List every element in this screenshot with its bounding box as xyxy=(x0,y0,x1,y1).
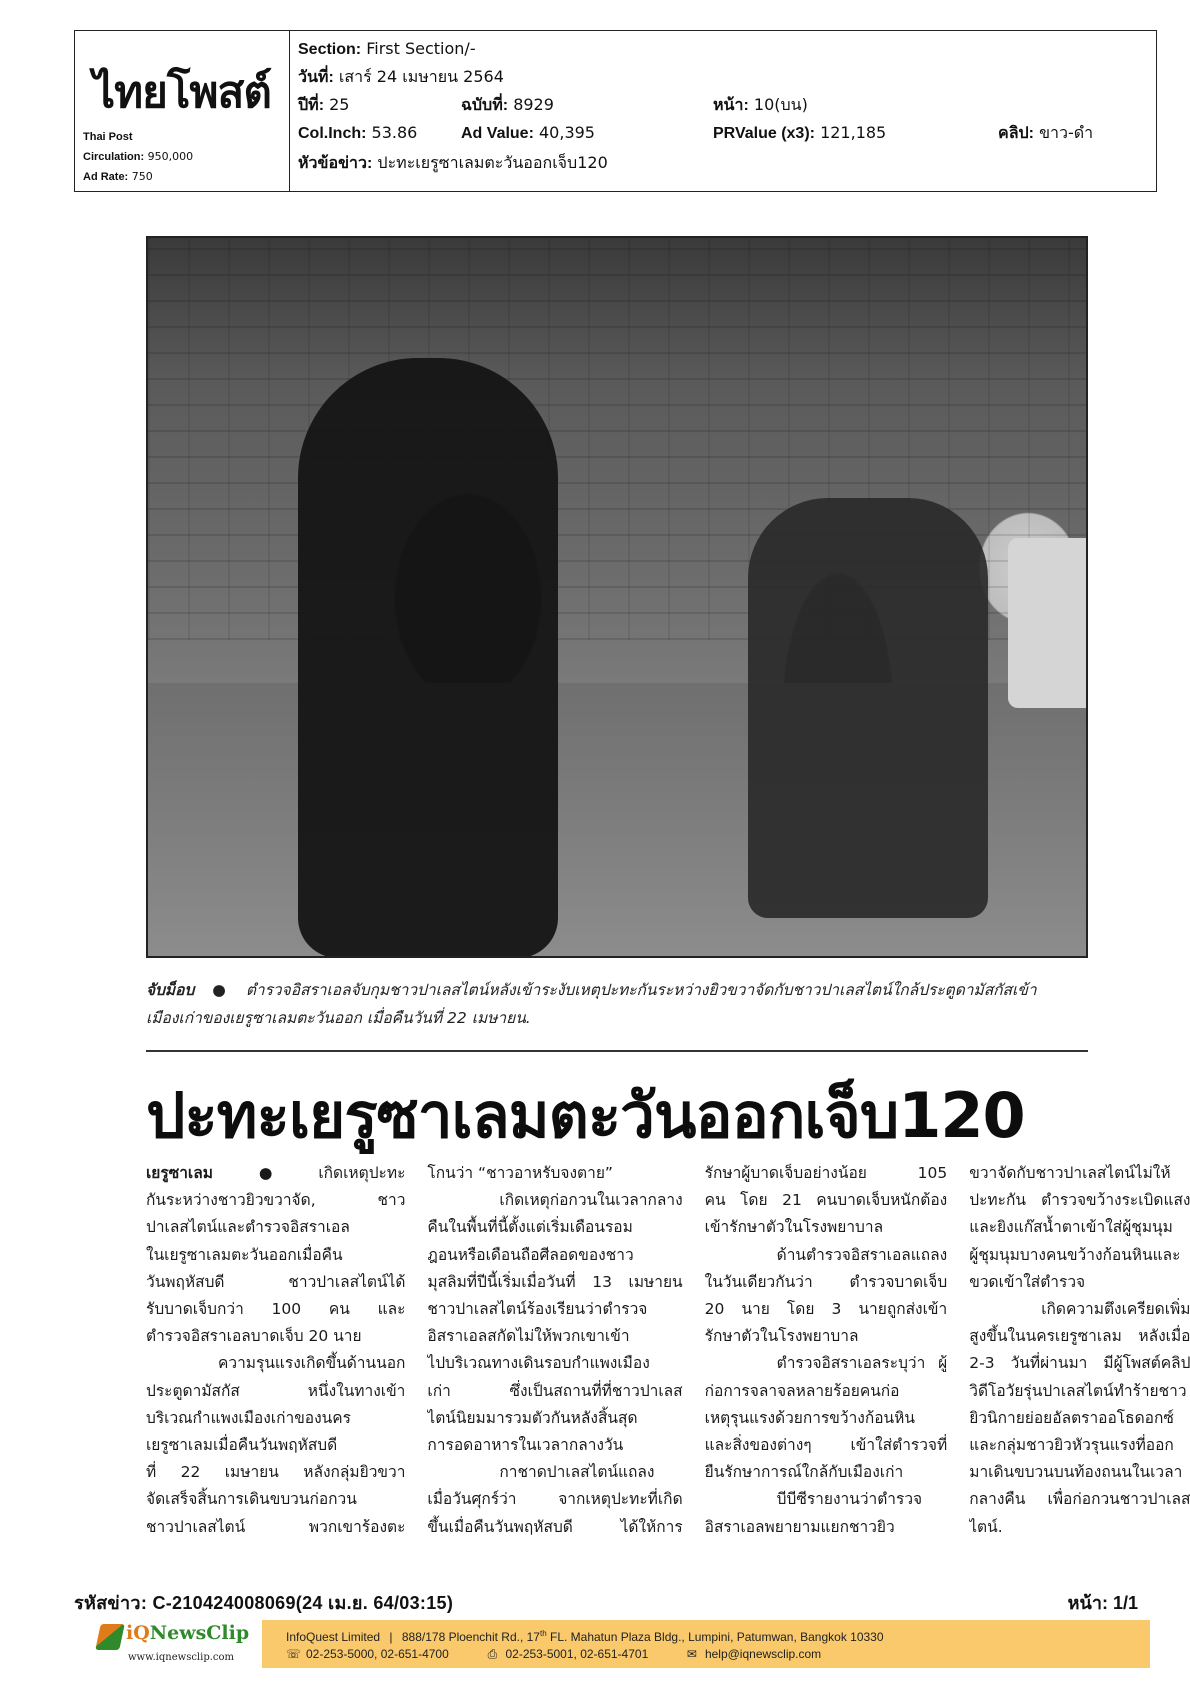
news-timestamp: (24 เม.ย. 64/03:15) xyxy=(295,1593,454,1613)
brand-url[interactable]: www.iqnewsclip.com xyxy=(128,1652,235,1663)
address-part: FL. Mahatun Plaza Bldg., Lumpini, Patumwan, Bangkok 10330 xyxy=(546,1630,884,1644)
year-value: 25 xyxy=(329,95,350,114)
body-line: เกิดเหตุก่อกวนในเวลากลาง xyxy=(499,1191,683,1210)
news-photo xyxy=(146,236,1088,958)
page-number xyxy=(1068,1588,1138,1617)
body-line: ความรุนแรงเกิดขึ้นด้านนอก xyxy=(218,1354,406,1373)
body-line: ด้านตำรวจอิสราเอลแถลง xyxy=(776,1245,948,1264)
column-3 xyxy=(705,1160,948,1541)
col-inch-value: 53.86 xyxy=(371,123,418,142)
body-line: เก่า ซึ่งเป็นสถานที่ที่ชาวปาเลส xyxy=(427,1381,683,1400)
body-line: ไปบริเวณทางเดินรอบกำแพงเมือง xyxy=(427,1354,650,1373)
body-line: เกิดความตึงเครียดเพิ่ม xyxy=(1041,1300,1190,1319)
police-detaining-man xyxy=(748,498,988,918)
body-line: ชาวปาเลสไตน์ พวกเขาร้องตะ xyxy=(146,1517,406,1536)
headline-row xyxy=(298,149,608,177)
column-4 xyxy=(969,1160,1190,1541)
section-value: First Section/- xyxy=(366,39,476,58)
fax-printer-icon: ⎙ xyxy=(487,1647,498,1661)
body-line: ผู้ชุมนุมบางคนขว้างก้อนหินและ xyxy=(969,1245,1181,1264)
mounted-police xyxy=(298,358,558,958)
body-line: อิสราเอลพยายามแยกชาวยิว xyxy=(704,1517,895,1536)
body-line: คน โดย 21 คนบาดเจ็บหนักต้อง xyxy=(704,1191,948,1210)
column-2 xyxy=(427,1160,682,1541)
body-line: ขวาจัดกับชาวปาเลสไตน์ไม่ให้ xyxy=(969,1164,1171,1182)
body-line: รักษาตัวในโรงพยาบาล xyxy=(704,1327,859,1346)
address-line xyxy=(286,1624,1126,1644)
circulation-value: 950,000 xyxy=(147,150,194,163)
ad-rate-label: Ad Rate: xyxy=(83,171,129,183)
article-headline: ปะทะเยรูซาเลมตะวันออกเจ็บ120 xyxy=(146,1079,1025,1152)
news-id-label: รหัสข่าว: xyxy=(74,1593,148,1613)
body-line: เข้ารักษาตัวในโรงพยาบาล xyxy=(704,1218,884,1237)
date-row xyxy=(298,63,504,91)
body-line: ปาเลสไตน์และตำรวจอิสราเอล xyxy=(146,1218,350,1237)
body-line: ในวันเดียวกันว่า ตำรวจบาดเจ็บ xyxy=(704,1272,948,1291)
body-line: ขวดเข้าใส่ตำรวจ xyxy=(969,1272,1086,1291)
company-name: InfoQuest Limited xyxy=(286,1630,381,1644)
body-line: การอดอาหารในเวลากลางวัน xyxy=(427,1436,624,1455)
brand-prefix: iQ xyxy=(126,1622,150,1644)
iqnewsclip-logo[interactable] xyxy=(92,1622,252,1672)
value-row xyxy=(298,119,1158,147)
pr-value-label: PRValue (x3): xyxy=(713,125,815,142)
body-line: ไตน์นิยมมารวมตัวกันหลังสิ้นสุด xyxy=(427,1408,638,1427)
issue-row xyxy=(298,91,1098,119)
body-line: ที่ 22 เมษายน หลังกลุ่มยิวขวา xyxy=(146,1463,406,1482)
phone-icon: ☏ xyxy=(286,1647,302,1661)
email-envelope-icon: ✉ xyxy=(686,1647,697,1661)
publication-meta xyxy=(83,127,193,187)
body-line: เกิดเหตุปะทะ xyxy=(318,1164,406,1182)
bullet-icon: ● xyxy=(224,1164,307,1182)
body-line: ปะทะกัน ตำรวจขว้างระเบิดแสง xyxy=(969,1191,1190,1210)
ad-value-value: 40,395 xyxy=(539,123,595,142)
photo-caption xyxy=(146,976,1088,1032)
circulation-label: Circulation: xyxy=(83,151,145,163)
body-line: และกลุ่มชาวยิวหัวรุนแรงที่ออก xyxy=(969,1436,1174,1455)
body-line: ตำรวจอิสราเอลระบุว่า ผู้ xyxy=(776,1354,948,1373)
publication-info xyxy=(75,31,290,191)
body-line: สูงขึ้นในนครเยรูซาเลม หลังเมื่อ xyxy=(969,1327,1190,1346)
body-line: บริเวณกำแพงเมืองเก่าของนคร xyxy=(146,1408,351,1427)
parked-van xyxy=(1008,538,1088,708)
body-line: กลางคืน เพื่อก่อกวนชาวปาเลส xyxy=(969,1490,1190,1509)
body-line: เหตุรุนแรงด้วยการขว้างก้อนหิน xyxy=(704,1408,915,1427)
dateline: เยรูซาเลม xyxy=(146,1164,213,1182)
body-line: ไตน์. xyxy=(969,1517,1003,1536)
phone-numbers[interactable]: 02-253-5000, 02-651-4700 xyxy=(306,1647,449,1661)
body-line: วิดีโอวัยรุ่นปาเลสไตน์ทำร้ายชาว xyxy=(969,1381,1187,1400)
body-line: ชาวปาเลสไตน์ร้องเรียนว่าตำรวจ xyxy=(427,1300,648,1319)
date-value: เสาร์ 24 เมษายน 2564 xyxy=(338,67,504,86)
body-line: อิสราเอลสกัดไม่ให้พวกเขาเข้า xyxy=(427,1327,630,1346)
email-link[interactable]: help@iqnewsclip.com xyxy=(704,1647,822,1661)
address-part: 888/178 Ploenchit Rd., 17 xyxy=(401,1630,540,1644)
body-line: ยืนรักษาการณ์ใกล้กับเมืองเก่า xyxy=(704,1463,904,1482)
body-line: ยิวนิกายย่อยอัลตราออโธดอกซ์ xyxy=(969,1408,1174,1427)
headline-value: ปะทะเยรูซาเลมตะวันออกเจ็บ120 xyxy=(377,153,608,172)
separator: | xyxy=(389,1630,393,1644)
date-label: วันที่: xyxy=(298,69,334,86)
page-number-value: 1/1 xyxy=(1112,1593,1138,1613)
body-line: ฎอนหรือเดือนถือศีลอดของชาว xyxy=(427,1245,634,1264)
body-line: 20 นาย โดย 3 นายถูกส่งเข้า xyxy=(704,1300,948,1319)
news-id-value: C-210424008069 xyxy=(152,1593,296,1613)
body-line: มาเดินขบวนบนท้องถนนในเวลา xyxy=(969,1463,1183,1482)
page-label: หน้า: xyxy=(713,97,749,114)
body-line: กันระหว่างชาวยิวขวาจัด, ชาว xyxy=(146,1191,406,1210)
bullet-icon: ● xyxy=(212,981,226,999)
caption-lead: จับม็อบ xyxy=(146,981,195,999)
body-line: ประตูดามัสกัส หนึ่งในทางเข้า xyxy=(146,1381,406,1400)
headline-label: หัวข้อข่าว: xyxy=(298,155,373,172)
article-body xyxy=(146,1160,1190,1540)
section-row xyxy=(298,35,476,63)
section-label: Section: xyxy=(298,41,362,58)
issue-value: 8929 xyxy=(513,95,554,114)
clip-label: คลิป: xyxy=(998,125,1034,142)
newspaper-logo: ไทยโพสต์ xyxy=(93,67,271,118)
body-line: มุสลิมที่ปีนี้เริ่มเมื่อวันที่ 13 เมษายน xyxy=(427,1272,683,1291)
logo-leaf-icon xyxy=(95,1624,125,1650)
col-inch-label: Col.Inch: xyxy=(298,125,367,142)
body-line: และสิ่งของต่างๆ เข้าใส่ตำรวจที่ xyxy=(704,1436,948,1455)
body-line: รักษาผู้บาดเจ็บอย่างน้อย 105 xyxy=(704,1164,948,1182)
divider xyxy=(146,1050,1088,1052)
clip-value: ขาว-ดำ xyxy=(1039,123,1094,142)
publication-name: Thai Post xyxy=(83,131,133,143)
contact-line xyxy=(286,1644,1126,1664)
caption-text-1: ตำรวจอิสราเอลจับกุมชาวปาเลสไตน์หลังเข้าระงับเหตุปะทะกันระหว่างยิวขวาจัดกับชาวปาเลสไตน์ใกล้ประตูดามัสกัสเข้า xyxy=(245,981,1037,999)
body-line: วันพฤหัสบดี ชาวปาเลสไตน์ได้ xyxy=(146,1272,406,1291)
body-line: เมื่อวันศุกร์ว่า จากเหตุปะทะที่เกิด xyxy=(427,1490,683,1509)
address xyxy=(402,1630,884,1644)
contact-bar xyxy=(262,1620,1150,1668)
fax-numbers: 02-253-5001, 02-651-4701 xyxy=(505,1647,649,1661)
body-line: โกนว่า “ชาวอาหรับจงตาย” xyxy=(427,1164,613,1182)
body-line: 2-3 วันที่ผ่านมา มีผู้โพสต์คลิป xyxy=(969,1354,1190,1373)
clipping-header xyxy=(74,30,1157,192)
brand-name: NewsClip xyxy=(149,1622,250,1644)
ad-value-label: Ad Value: xyxy=(461,125,534,142)
body-line: ตำรวจอิสราเอลบาดเจ็บ 20 นาย xyxy=(146,1327,362,1346)
body-line: กาชาดปาเลสไตน์แถลง xyxy=(499,1463,655,1482)
address-sup: th xyxy=(539,1629,547,1638)
body-line: จัดเสร็จสิ้นการเดินขบวนก่อกวน xyxy=(146,1490,357,1509)
body-line: ขึ้นเมื่อคืนวันพฤหัสบดี ได้ให้การ xyxy=(427,1517,683,1536)
clip-metadata xyxy=(290,31,1156,191)
body-line: บีบีซีรายงานว่าตำรวจ xyxy=(776,1490,923,1509)
news-id xyxy=(74,1588,453,1617)
year-label: ปีที่: xyxy=(298,97,325,114)
pr-value-value: 121,185 xyxy=(820,123,887,142)
page-number-label: หน้า: xyxy=(1067,1593,1108,1613)
column-1 xyxy=(146,1160,405,1541)
page-value: 10(บน) xyxy=(753,95,808,114)
body-line: คืนในพื้นที่นี้ตั้งแต่เริ่มเดือนรอม xyxy=(427,1218,633,1237)
ad-rate-value: 750 xyxy=(131,170,153,183)
issue-label: ฉบับที่: xyxy=(461,97,509,114)
caption-text-2: เมืองเก่าของเยรูซาเลมตะวันออก เมื่อคืนวันที่ 22 เมษายน. xyxy=(146,1009,531,1027)
body-line: ก่อการจลาจลหลายร้อยคนก่อ xyxy=(704,1381,900,1400)
body-line: เยรูซาเลมเมื่อคืนวันพฤหัสบดี xyxy=(146,1436,338,1455)
body-line: รับบาดเจ็บกว่า 100 คน และ xyxy=(146,1300,406,1319)
body-line: และยิงแก๊สน้ำตาเข้าใส่ผู้ชุมนุม xyxy=(969,1218,1173,1237)
body-line: ในเยรูซาเลมตะวันออกเมื่อคืน xyxy=(146,1245,343,1264)
